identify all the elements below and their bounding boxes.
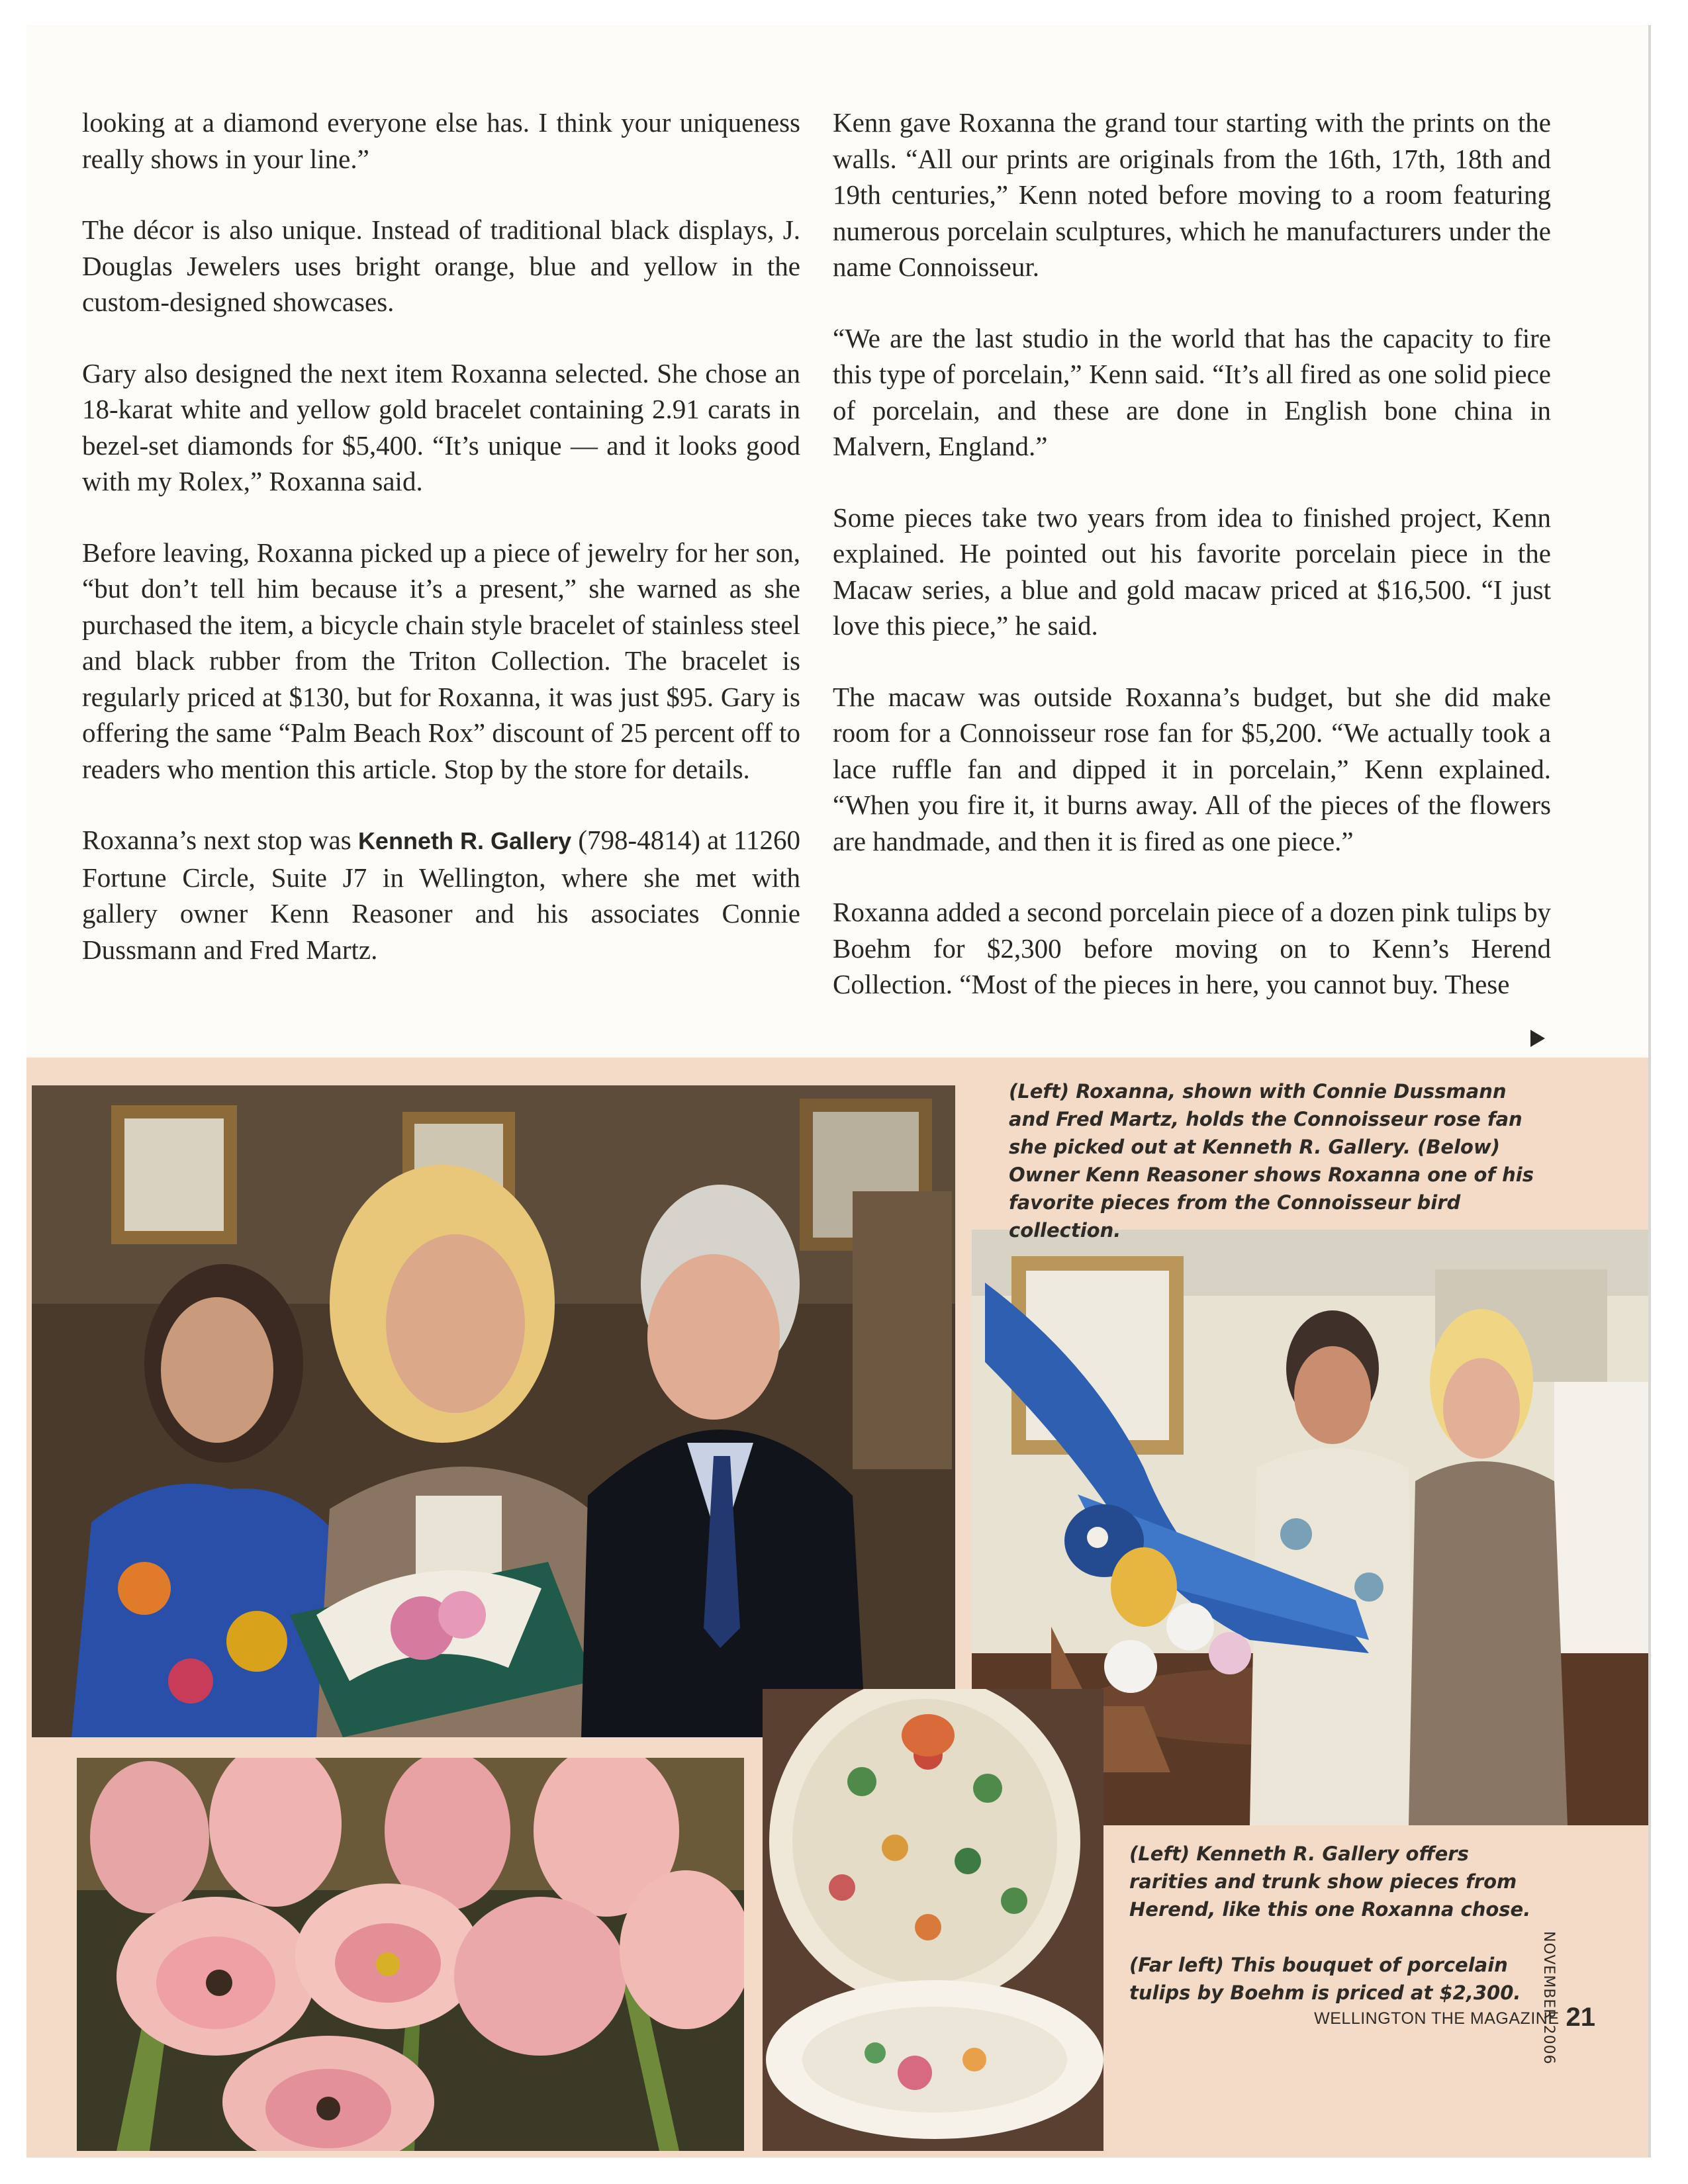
paragraph-text: (798-4814) at 11260 Fortune Circle, Suite J7 in Wellington, where she met with gallery owner Kenn Reasoner and his associates Connie Dussmann and Fred Martz. bbox=[82, 825, 800, 965]
caption-text: (Far left) This bouquet of porcelain tulips by Boehm is priced at $2,300. bbox=[1129, 1954, 1521, 2004]
article-paragraph: Roxanna added a second porcelain piece of a dozen pink tulips by Boehm for $2,300 before moving on to Kenn’s Herend Collection. “Most of the pieces in here, you cannot buy. These bbox=[833, 897, 1551, 999]
article-paragraph: Gary also designed the next item Roxanna selected. She chose an 18-karat white and yellow gold bracelet containing 2.91 carats in bezel-set diamonds for $5,400. “It’s unique — and it looks good with my Rolex,” Roxanna said. bbox=[82, 357, 800, 496]
caption-text: (Left) Kenneth R. Gallery offers rarities and trunk show pieces from Herend, like this one Roxanna chose. bbox=[1129, 1843, 1531, 1921]
continue-arrow-icon bbox=[1530, 1030, 1545, 1047]
article-right-column bbox=[833, 105, 1551, 1038]
photo-porcelain-tulips bbox=[77, 1758, 744, 2151]
magazine-name: WELLINGTON THE MAGAZINE bbox=[1314, 2009, 1560, 2028]
page-number: 21 bbox=[1566, 2003, 1595, 2032]
paragraph-text: Roxanna’s next stop was bbox=[82, 825, 358, 855]
article-paragraph: looking at a diamond everyone else has. I think your uniqueness really shows in your line.” bbox=[82, 107, 800, 174]
article-paragraph: The macaw was outside Roxanna’s budget, but she did make room for a Connoisseur rose fan for $5,200. “We actually took a lace ruffle fan and dipped it in porcelain,” Kenn explained. “When you fire it, it burns away. All of the pieces of the flowers are handmade, and then it is fired as one piece.” bbox=[833, 681, 1551, 856]
article-paragraph bbox=[82, 822, 800, 968]
issue-date: NOVEMBER 2006 bbox=[1540, 1931, 1557, 2065]
photo-group-rose-fan bbox=[32, 1085, 955, 1737]
page-edge-shadow bbox=[1648, 25, 1651, 2158]
article-paragraph: “We are the last studio in the world that has the capacity to fire this type of porcelain,” Kenn said. “It’s all fired as one solid piece of porcelain, and these are done in English bone china in Malvern, England.” bbox=[833, 322, 1551, 461]
article-paragraph: Some pieces take two years from idea to finished project, Kenn explained. He pointed out his favorite porcelain piece in the Macaw series, a blue and gold macaw priced at $16,500. “I just love this piece,” he said. bbox=[833, 502, 1551, 641]
photo-herend-porcelain bbox=[763, 1689, 1103, 2151]
gallery-name: Kenneth R. Gallery bbox=[357, 827, 572, 854]
photo-caption-top bbox=[1009, 1077, 1552, 1244]
article-paragraph: The décor is also unique. Instead of traditional black displays, J. Douglas Jewelers uses bright orange, blue and yellow in the custom-designed showcases. bbox=[82, 214, 800, 317]
page-footer bbox=[1314, 2003, 1595, 2032]
article-left-column bbox=[82, 105, 800, 1003]
article-paragraph: Before leaving, Roxanna picked up a piece of jewelry for her son, “but don’t tell him because it’s a present,” she warned as she purchased the item, a bicycle chain style bracelet of stainless steel and black rubber from the Triton Collection. The bracelet is regularly priced at $130, but for Roxanna, it was just $95. Gary is offering the same “Palm Beach Rox” discount of 25 percent off to readers who mention this article. Stop by the store for details. bbox=[82, 537, 800, 784]
photo-caption-bottom bbox=[1129, 1840, 1553, 2007]
caption-text: (Left) Roxanna, shown with Connie Dussmann and Fred Martz, holds the Connoisseur rose fan she picked out at Kenneth R. Gallery. (Below) Owner Kenn Reasoner shows Roxanna one of his favorite pieces from the Connoisseur bird collection. bbox=[1009, 1080, 1534, 1242]
article-paragraph: Kenn gave Roxanna the grand tour starting with the prints on the walls. “All our prints are originals from the 16th, 17th, 18th and 19th centuries,” Kenn noted before moving to a room featuring numerous porcelain sculptures, which he manufacturers under the name Connoisseur. bbox=[833, 107, 1551, 282]
